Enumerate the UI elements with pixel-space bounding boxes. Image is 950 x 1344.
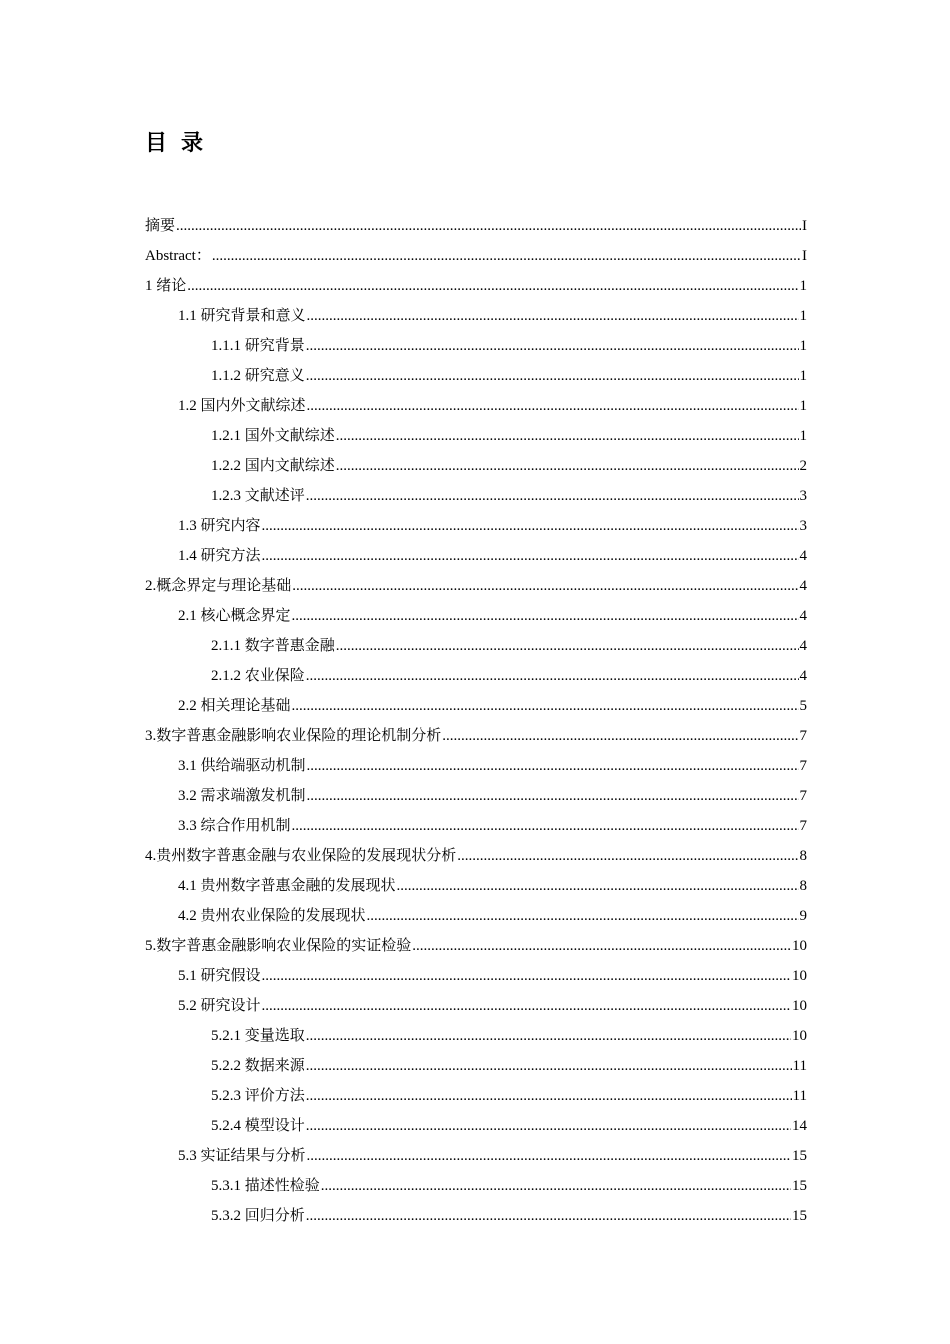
toc-entry-page-number: 7 (799, 728, 807, 744)
toc-dot-leader (262, 541, 799, 571)
toc-entry-label: 3.1 供给端驱动机制 (178, 758, 306, 774)
toc-entry-label: 2.1 核心概念界定 (178, 608, 291, 624)
toc-dot-leader (306, 1111, 791, 1141)
toc-entry-page-number: 10 (792, 998, 807, 1014)
toc-entry[interactable] (145, 871, 807, 901)
toc-entry-page-number: 8 (799, 848, 807, 864)
toc-entry[interactable] (145, 1141, 807, 1171)
toc-entry-page-number: I (802, 248, 807, 264)
toc-entry-label: 5.2.3 评价方法 (211, 1088, 305, 1104)
toc-entry-label: 5.2.4 模型设计 (211, 1118, 305, 1134)
toc-entry[interactable] (145, 1021, 807, 1051)
toc-entry-page-number: 5 (799, 698, 807, 714)
toc-entry-page-number: I (802, 218, 807, 234)
toc-dot-leader (442, 721, 798, 751)
toc-entry-label: 5.3 实证结果与分析 (178, 1148, 306, 1164)
toc-entry-page-number: 7 (799, 758, 807, 774)
toc-entry-page-number: 3 (799, 518, 807, 534)
toc-entry[interactable] (145, 631, 807, 661)
toc-entry-page-number: 10 (792, 938, 807, 954)
toc-dot-leader (307, 781, 799, 811)
toc-entry-label: 5.数字普惠金融影响农业保险的实证检验 (145, 938, 412, 954)
toc-entry-label: 3.3 综合作用机制 (178, 818, 291, 834)
toc-dot-leader (306, 1081, 792, 1111)
toc-entry-page-number: 2 (799, 458, 807, 474)
toc-entry[interactable] (145, 961, 807, 991)
toc-entry[interactable] (145, 931, 807, 961)
toc-entry[interactable] (145, 841, 807, 871)
toc-entry[interactable] (145, 721, 807, 751)
toc-entry[interactable] (145, 541, 807, 571)
toc-entry-page-number: 1 (799, 278, 807, 294)
toc-entry-page-number: 4 (799, 548, 807, 564)
toc-entry-label: 5.3.1 描述性检验 (211, 1178, 320, 1194)
toc-entry-page-number: 15 (792, 1208, 807, 1224)
toc-entry-label: 1.2 国内外文献综述 (178, 398, 306, 414)
toc-entry-page-number: 15 (792, 1148, 807, 1164)
toc-entry-label: 4.1 贵州数字普惠金融的发展现状 (178, 878, 396, 894)
toc-dot-leader (306, 1051, 792, 1081)
toc-dot-leader (307, 1141, 791, 1171)
toc-dot-leader (262, 961, 791, 991)
toc-entry-page-number: 1 (799, 338, 807, 354)
toc-entry[interactable] (145, 1051, 807, 1081)
toc-entry-page-number: 7 (799, 788, 807, 804)
toc-entry-label: 5.1 研究假设 (178, 968, 261, 984)
toc-entry-page-number: 10 (792, 1028, 807, 1044)
toc-entry-page-number: 1 (799, 368, 807, 384)
toc-dot-leader (262, 511, 799, 541)
toc-entry-page-number: 3 (799, 488, 807, 504)
table-of-contents (145, 211, 807, 1231)
toc-dot-leader (397, 871, 799, 901)
toc-entry-page-number: 9 (799, 908, 807, 924)
toc-entry-page-number: 4 (799, 608, 807, 624)
toc-dot-leader (306, 661, 799, 691)
toc-dot-leader (336, 631, 799, 661)
toc-entry-page-number: 8 (799, 878, 807, 894)
toc-entry[interactable] (145, 391, 807, 421)
toc-entry[interactable] (145, 301, 807, 331)
toc-entry-label: 1.2.1 国外文献综述 (211, 428, 335, 444)
toc-entry-label: 2.概念界定与理论基础 (145, 578, 292, 594)
toc-entry-page-number: 10 (792, 968, 807, 984)
toc-dot-leader (187, 271, 798, 301)
toc-entry[interactable] (145, 991, 807, 1021)
toc-entry[interactable] (145, 571, 807, 601)
toc-entry-page-number: 4 (799, 578, 807, 594)
toc-entry-label: 1.1.2 研究意义 (211, 368, 305, 384)
toc-dot-leader (321, 1171, 791, 1201)
toc-entry-label: 5.2 研究设计 (178, 998, 261, 1014)
toc-entry-page-number: 11 (792, 1058, 807, 1074)
toc-entry-label: 1.2.3 文献述评 (211, 488, 305, 504)
toc-dot-leader (367, 901, 799, 931)
toc-entry-label: 2.1.1 数字普惠金融 (211, 638, 335, 654)
toc-entry-label: 2.2 相关理论基础 (178, 698, 291, 714)
toc-entry[interactable] (145, 691, 807, 721)
toc-entry-page-number: 15 (792, 1178, 807, 1194)
toc-entry[interactable] (145, 1171, 807, 1201)
toc-dot-leader (292, 601, 799, 631)
toc-entry-page-number: 11 (792, 1088, 807, 1104)
toc-dot-leader (412, 931, 791, 961)
toc-entry-label: 5.2.2 数据来源 (211, 1058, 305, 1074)
toc-entry[interactable] (145, 211, 807, 241)
toc-dot-leader (306, 1021, 791, 1051)
toc-dot-leader (306, 361, 799, 391)
toc-entry[interactable] (145, 751, 807, 781)
toc-entry-page-number: 1 (799, 428, 807, 444)
toc-dot-leader (292, 811, 799, 841)
toc-entry-label: 1.2.2 国内文献综述 (211, 458, 335, 474)
toc-entry[interactable] (145, 1201, 807, 1231)
toc-entry[interactable] (145, 1111, 807, 1141)
toc-entry[interactable] (145, 511, 807, 541)
toc-entry[interactable] (145, 1081, 807, 1111)
toc-entry-label: 3.数字普惠金融影响农业保险的理论机制分析 (145, 728, 442, 744)
toc-entry-page-number: 1 (799, 308, 807, 324)
toc-entry[interactable] (145, 241, 807, 271)
toc-entry-label: 4.贵州数字普惠金融与农业保险的发展现状分析 (145, 848, 457, 864)
toc-dot-leader (176, 211, 801, 241)
toc-entry[interactable] (145, 451, 807, 481)
toc-dot-leader (292, 691, 799, 721)
toc-dot-leader (336, 421, 799, 451)
toc-dot-leader (307, 301, 799, 331)
toc-entry-page-number: 4 (799, 638, 807, 654)
toc-dot-leader (306, 1201, 791, 1231)
toc-entry[interactable] (145, 781, 807, 811)
toc-entry[interactable] (145, 901, 807, 931)
toc-entry-label: 1.1.1 研究背景 (211, 338, 305, 354)
toc-dot-leader (212, 241, 801, 271)
toc-entry-label: 2.1.2 农业保险 (211, 668, 305, 684)
toc-entry-label: 5.2.1 变量选取 (211, 1028, 305, 1044)
toc-entry-label: 摘要 (145, 218, 176, 234)
toc-entry-label: 5.3.2 回归分析 (211, 1208, 305, 1224)
toc-dot-leader (336, 451, 799, 481)
toc-entry[interactable] (145, 421, 807, 451)
toc-entry-label: 4.2 贵州农业保险的发展现状 (178, 908, 366, 924)
toc-entry[interactable] (145, 481, 807, 511)
toc-dot-leader (306, 481, 799, 511)
toc-entry[interactable] (145, 271, 807, 301)
toc-entry-page-number: 7 (799, 818, 807, 834)
toc-entry-page-number: 4 (799, 668, 807, 684)
toc-dot-leader (306, 331, 799, 361)
toc-entry-label: Abstract： (145, 248, 211, 264)
toc-entry[interactable] (145, 811, 807, 841)
toc-entry-label: 1.4 研究方法 (178, 548, 261, 564)
toc-entry[interactable] (145, 331, 807, 361)
toc-entry[interactable] (145, 601, 807, 631)
toc-dot-leader (307, 391, 799, 421)
toc-entry-label: 3.2 需求端激发机制 (178, 788, 306, 804)
toc-entry[interactable] (145, 361, 807, 391)
toc-entry-label: 1.1 研究背景和意义 (178, 308, 306, 324)
toc-entry[interactable] (145, 661, 807, 691)
page-title: 目录 (145, 131, 218, 156)
toc-entry-label: 1.3 研究内容 (178, 518, 261, 534)
toc-entry-page-number: 1 (799, 398, 807, 414)
toc-entry-page-number: 14 (792, 1118, 807, 1134)
toc-entry-label: 1 绪论 (145, 278, 187, 294)
toc-dot-leader (262, 991, 791, 1021)
toc-dot-leader (457, 841, 798, 871)
toc-dot-leader (292, 571, 798, 601)
toc-dot-leader (307, 751, 799, 781)
